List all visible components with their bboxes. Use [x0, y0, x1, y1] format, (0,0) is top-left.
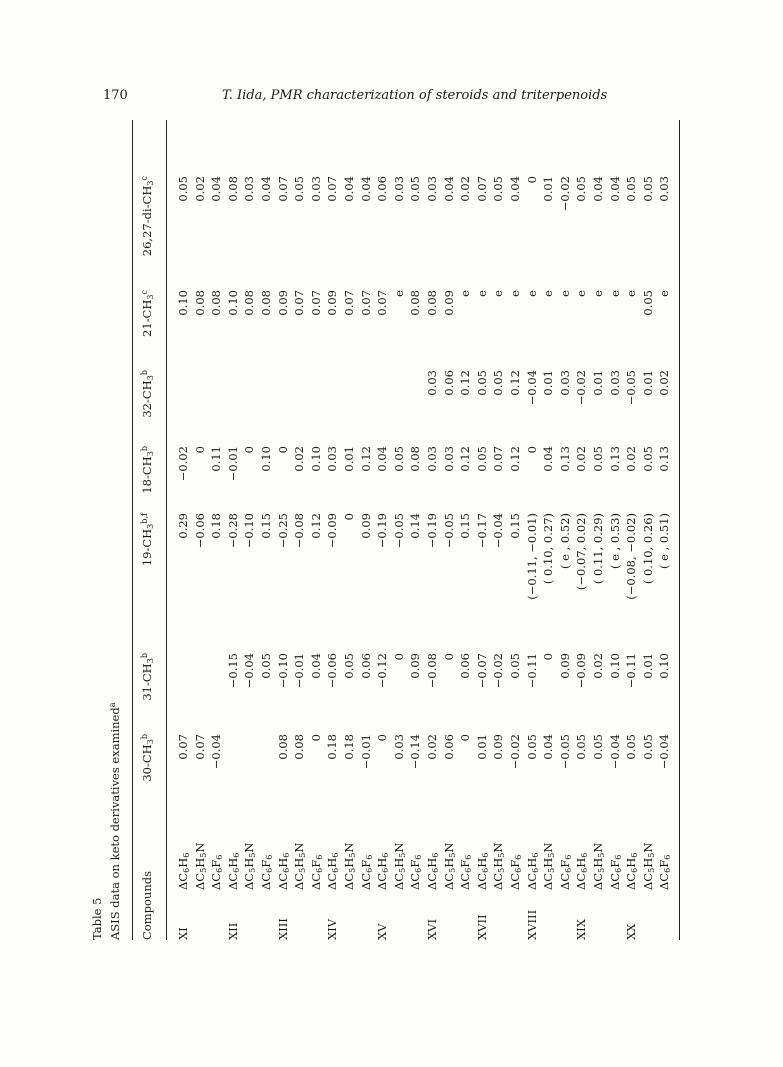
table-cell: 0.04: [342, 176, 356, 202]
table-cell: −0.14: [408, 734, 423, 770]
table-cell: 0.06: [375, 176, 390, 202]
table-cell: 0.09: [325, 290, 340, 316]
table-cell: 0.08: [408, 446, 423, 472]
table-cell: 0.10: [308, 446, 323, 472]
solvent-shift-label: $\Delta C_5H_5N$: [292, 842, 308, 890]
solvent-shift-label: $\Delta C_6F_6$: [358, 854, 374, 890]
table-cell: −0.02: [574, 370, 589, 406]
solvent-shift-label: $\Delta C_6F_6$: [259, 854, 274, 890]
solvent-shift-label: $\Delta C_6H_6$: [275, 852, 291, 890]
table-cell: −0.05: [391, 513, 406, 549]
table-cell: 0.04: [607, 176, 622, 202]
table-cell: −0.04: [209, 734, 224, 770]
table-cell: 0.08: [292, 734, 307, 760]
table-cell: 0.02: [574, 446, 589, 472]
table-cell: 0: [541, 653, 556, 661]
table-cell: 0.04: [375, 446, 390, 472]
table-cell: −0.10: [242, 513, 257, 549]
table-cell: 0.03: [425, 446, 439, 472]
table-cell: −0.28: [225, 513, 240, 549]
table-cell: 0.12: [458, 446, 473, 472]
solvent-shift-label: $\Delta C_5H_5N$: [640, 842, 656, 890]
table-cell: 0.02: [591, 653, 605, 679]
table-cell: 0.10: [259, 446, 273, 472]
table-cell: 0.15: [259, 513, 273, 539]
table-cell: ( 0.11, 0.29): [591, 513, 605, 585]
table-cell: −0.01: [358, 734, 373, 770]
table-cell: −0.05: [624, 370, 639, 406]
solvent-shift-label: $\Delta C_6H_6$: [176, 852, 191, 890]
table-cell: 0.05: [391, 446, 406, 472]
table-cell: 0.07: [342, 290, 356, 316]
solvent-shift-label: $\Delta C_5H_5N$: [242, 842, 258, 890]
table-cell: 0.02: [458, 176, 473, 202]
table-cell: −0.02: [176, 446, 190, 482]
table-cell: 0.08: [192, 290, 207, 316]
table-cell: 0.05: [591, 446, 605, 472]
table-cell: 0.01: [342, 446, 356, 472]
table-cell: 0.01: [474, 734, 489, 760]
column-header: [140, 446, 155, 518]
table-cell: 0.14: [408, 513, 423, 539]
compound-group: XIII: [275, 918, 290, 940]
table-cell: 0.02: [292, 446, 307, 472]
solvent-shift-label: $\Delta C_6F_6$: [508, 854, 523, 890]
table-cell: 0.05: [342, 653, 356, 679]
table-cell: 0.08: [209, 290, 224, 316]
table-cell: 0.15: [458, 513, 473, 539]
table-cell: 0.15: [508, 513, 522, 539]
table-cell: 0: [242, 446, 257, 454]
table-cell: 0.29: [176, 513, 190, 539]
table-cell: 0.07: [375, 290, 390, 316]
table-cell: 0.07: [176, 734, 190, 760]
table-cell: e: [557, 290, 572, 297]
table-cell: 0: [275, 446, 290, 454]
table-cell: −0.09: [574, 653, 589, 689]
table-cell: −0.11: [524, 653, 539, 689]
table-cell: 0: [458, 734, 473, 742]
table-cell: 0.03: [441, 446, 456, 472]
table-cell: 0.03: [425, 370, 439, 396]
table-cell: −0.04: [524, 370, 539, 406]
table-cell: 0.05: [640, 734, 655, 760]
table-cell: 0.04: [209, 176, 224, 202]
table-cell: −0.04: [491, 513, 506, 549]
table-cell: 0.09: [408, 653, 423, 679]
table-cell: (−0.08, −0.02): [624, 513, 639, 600]
table-cell: −0.01: [292, 653, 307, 689]
table-cell: 0.05: [491, 370, 506, 396]
table-title-text: ASIS data on keto derivatives examined: [108, 707, 122, 940]
table-5: [88, 120, 688, 950]
table-cell: 0.11: [209, 446, 224, 472]
table-cell: ( 0.10, 0.27): [541, 513, 556, 585]
rotated-table-frame: [88, 120, 688, 950]
table-cell: 0.10: [657, 653, 672, 679]
solvent-shift-label: $\Delta C_6H_6$: [225, 852, 241, 890]
table-cell: 0.06: [441, 370, 456, 396]
table-label: Table 5: [90, 897, 104, 940]
solvent-shift-label: $\Delta C_5H_5N$: [441, 842, 457, 890]
table-cell: −0.25: [275, 513, 290, 549]
table-cell: e: [657, 290, 672, 297]
table-cell: 0.05: [640, 176, 655, 202]
compound-group: XII: [225, 922, 240, 940]
table-cell: 0.05: [259, 653, 273, 679]
table-cell: −0.04: [657, 734, 672, 770]
table-cell: 0.08: [259, 290, 273, 316]
page-header: [0, 0, 783, 120]
table-cell: 0.06: [358, 653, 373, 679]
table-cell: 0.08: [425, 290, 439, 316]
column-header-sub: 3: [146, 451, 155, 457]
table-cell: 0.05: [640, 290, 655, 316]
column-header-sub: 3: [146, 523, 155, 529]
table-cell: −0.12: [375, 653, 390, 689]
solvent-shift-label: $\Delta C_5H_5N$: [391, 842, 407, 890]
table-cell: 0.09: [557, 653, 572, 679]
table-cell: 0.09: [491, 734, 506, 760]
column-header-footnote: b: [140, 734, 149, 740]
table-cell: 0.01: [640, 370, 655, 396]
column-header-text: 31-CH: [140, 663, 154, 701]
table-cell: 0: [391, 653, 406, 661]
table-cell: 0.09: [441, 290, 456, 316]
table-cell: 0.07: [474, 176, 489, 202]
table-cell: 0.04: [308, 653, 323, 679]
table-cell: 0.05: [408, 176, 423, 202]
table-cell: 0.07: [192, 734, 207, 760]
column-header-sub: 3: [146, 180, 155, 186]
column-header-text: 32-CH: [140, 380, 154, 418]
column-header-text: 18-CH: [140, 456, 154, 494]
table-cell: 0: [342, 513, 356, 521]
table-cell: 0.02: [624, 446, 639, 472]
table-cell: 0.12: [358, 446, 373, 472]
solvent-shift-label: $\Delta C_6H_6$: [425, 852, 440, 890]
solvent-shift-label: $\Delta C_5H_5N$: [591, 842, 606, 890]
table-cell: 0.05: [491, 176, 506, 202]
column-header: [140, 734, 155, 800]
table-cell: −0.07: [474, 653, 489, 689]
table-cell: 0.03: [425, 176, 439, 202]
table-cell: 0.04: [508, 176, 522, 202]
solvent-shift-label: $\Delta C_6H_6$: [375, 852, 391, 890]
table-cell: 0: [375, 734, 390, 742]
compound-group: XIX: [574, 919, 589, 940]
table-cell: 0.04: [541, 734, 556, 760]
table-cell: e: [474, 290, 489, 297]
compound-group: XI: [176, 927, 190, 940]
solvent-shift-label: $\Delta C_6F_6$: [557, 854, 573, 890]
table-cell: e: [524, 290, 539, 297]
table-title-footnote: a: [108, 702, 117, 708]
table-cell: e: [541, 290, 556, 297]
column-header: [140, 176, 155, 260]
table-cell: −0.10: [275, 653, 290, 689]
table-cell: 0.01: [541, 176, 556, 202]
table-cell: 0.03: [391, 734, 406, 760]
column-header: [140, 871, 154, 940]
table-cell: 0.10: [176, 290, 190, 316]
table-cell: 0.07: [275, 176, 290, 202]
table-cell: 0.09: [358, 513, 373, 539]
table-cell: −0.06: [192, 513, 207, 549]
column-header: [140, 653, 155, 722]
table-cell: 0.05: [624, 176, 639, 202]
solvent-shift-label: $\Delta C_6H_6$: [325, 852, 341, 890]
table-cell: 0.05: [474, 370, 489, 396]
table-cell: e: [508, 290, 522, 297]
table-cell: 0.08: [275, 734, 290, 760]
table-cell: 0.03: [607, 370, 622, 396]
table-cell: 0.05: [574, 176, 589, 202]
compound-group: XIV: [325, 918, 340, 940]
column-header-footnote: c: [140, 290, 149, 295]
table-cell: −0.15: [225, 653, 240, 689]
table-cell: 0.13: [657, 446, 672, 472]
table-cell: 0.05: [508, 653, 522, 679]
column-header: [140, 290, 155, 362]
table-cell: 0.10: [225, 290, 240, 316]
table-grid: [88, 120, 688, 950]
column-header-footnote: c: [140, 176, 149, 181]
table-cell: 0.02: [657, 370, 672, 396]
table-cell: 0.04: [358, 176, 373, 202]
solvent-shift-label: $\Delta C_6H_6$: [624, 852, 640, 890]
page-number: 170: [103, 88, 128, 103]
solvent-shift-label: $\Delta C_6H_6$: [524, 852, 540, 890]
table-cell: 0.12: [508, 370, 522, 396]
column-header-text: 21-CH: [140, 299, 154, 337]
table-cell: 0.07: [325, 176, 340, 202]
table-cell: ( 0.10, 0.26): [640, 513, 655, 585]
column-header-footnote: b: [140, 370, 149, 376]
column-header-sub: 3: [146, 658, 155, 664]
table-cell: 0.02: [425, 734, 439, 760]
table-cell: 0.08: [408, 290, 423, 316]
table-cell: 0.07: [308, 290, 323, 316]
table-cell: 0.03: [325, 446, 340, 472]
table-cell: −0.11: [624, 653, 639, 689]
table-cell: e: [574, 290, 589, 297]
table-cell: 0: [192, 446, 207, 454]
compound-group: XVI: [425, 918, 439, 940]
compound-group: XVII: [474, 914, 489, 940]
table-cell: 0.03: [308, 176, 323, 202]
column-header: [140, 370, 155, 442]
column-header-text: Compounds: [140, 871, 154, 940]
column-header-footnote: b: [140, 446, 149, 452]
table-cell: 0.06: [441, 734, 456, 760]
solvent-shift-label: $\Delta C_6H_6$: [474, 852, 490, 890]
column-header-footnote: b,f: [140, 513, 149, 524]
column-header-text: 26,27-di-CH: [140, 185, 154, 257]
compound-group: XVIII: [524, 909, 539, 940]
table-cell: −0.09: [325, 513, 340, 549]
solvent-shift-label: $\Delta C_5H_5N$: [342, 842, 357, 890]
table-cell: 0.18: [342, 734, 356, 760]
table-cell: −0.02: [491, 653, 506, 689]
running-head: T. Iida, PMR characterization of steroids and triterpenoids: [222, 88, 608, 103]
table-cell: −0.06: [325, 653, 340, 689]
table-cell: 0.03: [391, 176, 406, 202]
table-cell: −0.04: [607, 734, 622, 770]
table-cell: 0.03: [657, 176, 672, 202]
table-cell: ( e , 0.53): [607, 513, 622, 570]
solvent-shift-label: $\Delta C_5H_5N$: [491, 842, 507, 890]
table-cell: 0.07: [358, 290, 373, 316]
solvent-shift-label: $\Delta C_5H_5N$: [541, 842, 557, 890]
table-cell: 0.05: [574, 734, 589, 760]
table-cell: ( e , 0.52): [557, 513, 572, 570]
column-header-text: 19-CH: [140, 528, 154, 567]
table-cell: 0: [524, 446, 539, 454]
table-cell: 0.05: [474, 446, 489, 472]
table-cell: −0.08: [425, 653, 439, 689]
table-cell: −0.08: [292, 513, 307, 549]
table-cell: −0.05: [557, 734, 572, 770]
table-cell: −0.19: [425, 513, 439, 549]
table-cell: 0.07: [292, 290, 307, 316]
solvent-shift-label: $\Delta C_6F_6$: [408, 854, 424, 890]
table-cell: 0.08: [242, 290, 257, 316]
column-header-text: 30-CH: [140, 744, 154, 782]
table-cell: 0.03: [557, 370, 572, 396]
table-cell: 0.01: [640, 653, 655, 679]
table-cell: 0.03: [242, 176, 257, 202]
table-cell: 0.05: [524, 734, 539, 760]
column-header-sub: 3: [146, 294, 155, 300]
table-cell: 0.05: [640, 446, 655, 472]
table-cell: 0.04: [591, 176, 605, 202]
table-cell: 0.01: [541, 370, 556, 396]
table-cell: e: [458, 290, 473, 297]
table-cell: −0.17: [474, 513, 489, 549]
table-cell: (−0.07, 0.02): [574, 513, 589, 591]
table-cell: −0.01: [225, 446, 240, 482]
table-cell: 0.12: [308, 513, 323, 539]
solvent-shift-label: $\Delta C_6H_6$: [574, 852, 590, 890]
solvent-shift-label: $\Delta C_5H_5N$: [192, 842, 208, 890]
table-cell: 0: [308, 734, 323, 742]
table-cell: 0: [524, 176, 539, 184]
solvent-shift-label: $\Delta C_6F_6$: [657, 854, 673, 890]
table-cell: e: [607, 290, 622, 297]
table-cell: 0.04: [541, 446, 556, 472]
table-cell: 0.18: [325, 734, 340, 760]
table-cell: 0.02: [192, 176, 207, 202]
table-cell: 0: [441, 653, 456, 661]
compound-group: XX: [624, 923, 639, 940]
table-cell: 0.08: [225, 176, 240, 202]
table-cell: (−0.11, −0.01): [524, 513, 539, 600]
solvent-shift-label: $\Delta C_6F_6$: [308, 854, 324, 890]
column-header-footnote: b: [140, 653, 149, 659]
table-cell: e: [591, 290, 605, 297]
column-header: [140, 513, 155, 645]
table-cell: 0.01: [591, 370, 605, 396]
compound-group: XV: [375, 923, 390, 940]
table-cell: e: [491, 290, 506, 297]
table-cell: 0.05: [624, 734, 639, 760]
table-cell: e: [624, 290, 639, 297]
table-cell: ( e , 0.51): [657, 513, 672, 570]
table-cell: 0.13: [607, 446, 622, 472]
solvent-shift-label: $\Delta C_6F_6$: [209, 854, 225, 890]
table-cell: 0.05: [176, 176, 190, 202]
column-header-sub: 3: [146, 375, 155, 381]
table-cell: −0.04: [242, 653, 257, 689]
table-cell: 0.18: [209, 513, 224, 539]
table-cell: −0.02: [508, 734, 522, 770]
table-cell: 0.10: [607, 653, 622, 679]
table-cell: 0.12: [458, 370, 473, 396]
table-cell: 0.05: [292, 176, 307, 202]
table-cell: 0.06: [458, 653, 473, 679]
table-cell: 0.07: [491, 446, 506, 472]
table-cell: −0.05: [441, 513, 456, 549]
solvent-shift-label: $\Delta C_6F_6$: [607, 854, 623, 890]
table-cell: 0.04: [259, 176, 273, 202]
table-cell: −0.02: [557, 176, 572, 212]
table-cell: 0.12: [508, 446, 522, 472]
table-cell: 0.04: [441, 176, 456, 202]
table-cell: 0.09: [275, 290, 290, 316]
solvent-shift-label: $\Delta C_6F_6$: [458, 854, 474, 890]
table-cell: 0.05: [591, 734, 605, 760]
column-header-sub: 3: [146, 739, 155, 745]
table-cell: e: [391, 290, 406, 297]
table-cell: 0.13: [557, 446, 572, 472]
table-cell: −0.19: [375, 513, 390, 549]
